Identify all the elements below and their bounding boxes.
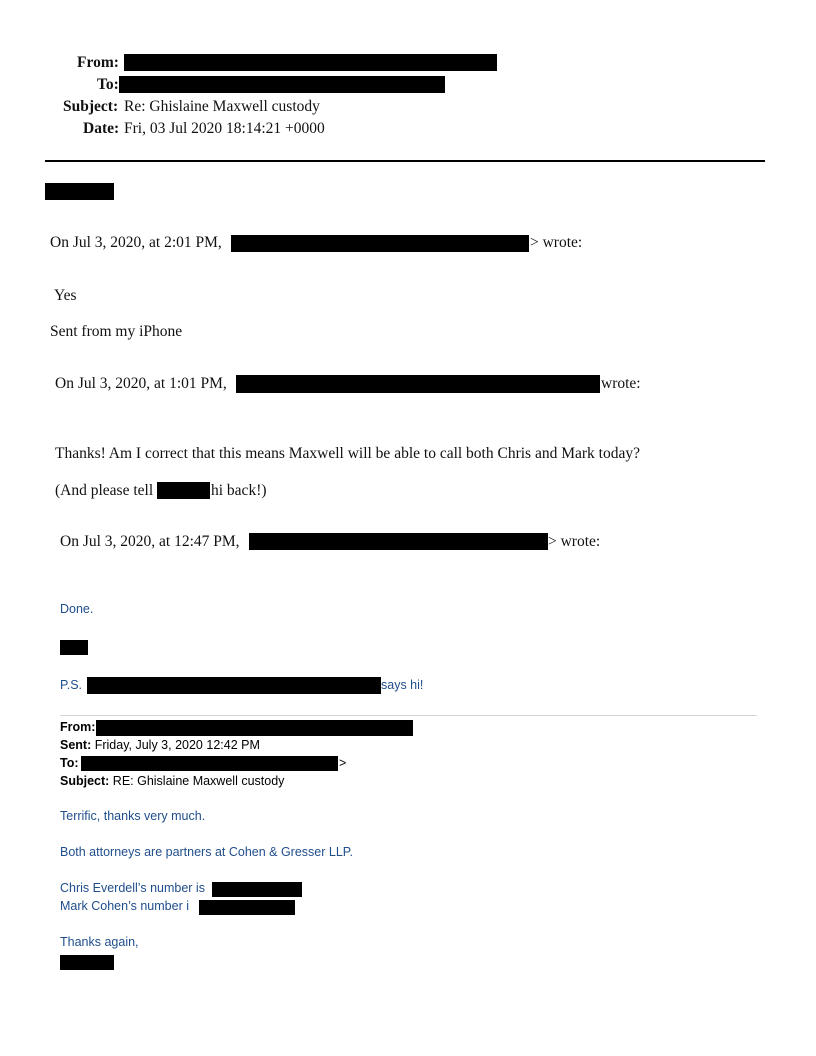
quote3-attribution-suffix: > wrote: — [548, 533, 601, 550]
header-date-label: Date: — [83, 120, 120, 137]
redacted-quote1-sender — [231, 235, 529, 252]
redacted-recipient — [119, 76, 445, 93]
message2-line1: Thanks! Am I correct that this means Maxwell will be able to call both Chris and Mark today? — [55, 445, 640, 462]
header-from-label: From: — [77, 54, 119, 71]
fwd-closing: Thanks again, — [60, 935, 139, 949]
signature-text: Sent from my iPhone — [50, 323, 183, 340]
quote2-attribution-suffix: wrote: — [601, 375, 641, 392]
redacted-signoff-name — [60, 955, 114, 970]
redacted-ps-name — [87, 677, 381, 694]
done-text: Done. — [60, 602, 94, 616]
forwarded-divider — [60, 715, 757, 716]
header-subject-label: Subject: — [63, 98, 119, 115]
redacted-fwd-sender — [96, 720, 413, 736]
header-to-row — [0, 75, 816, 95]
ps-prefix: P.S. — [60, 678, 83, 692]
fwd-sent-label: Sent: — [60, 738, 92, 752]
redacted-quote2-sender — [236, 375, 600, 393]
fwd-body-line2: Both attorneys are partners at Cohen & Gresser LLP. — [60, 845, 353, 859]
redacted-initials — [60, 640, 88, 655]
fwd-to-label: To: — [60, 756, 79, 770]
redacted-greeting — [45, 183, 114, 200]
fwd-subject-label: Subject: — [60, 774, 110, 788]
fwd-subject-value: RE: Ghislaine Maxwell custody — [112, 774, 285, 788]
fwd-body-line4: Mark Cohen’s number i — [60, 899, 189, 913]
reply1-text: Yes — [54, 287, 77, 304]
fwd-sent-row — [60, 738, 260, 752]
header-to-label: To: — [97, 76, 119, 93]
redacted-fwd-recipient — [81, 756, 338, 771]
header-divider — [45, 160, 765, 162]
header-date-value: Fri, 03 Jul 2020 18:14:21 +0000 — [124, 120, 325, 137]
redacted-phone-2 — [199, 900, 295, 915]
redacted-phone-1 — [212, 882, 302, 897]
fwd-body-line3: Chris Everdell’s number is — [60, 881, 205, 895]
quote3-attribution-prefix: On Jul 3, 2020, at 12:47 PM, — [60, 533, 240, 550]
redacted-quote3-sender — [249, 533, 548, 550]
quote2-attribution-prefix: On Jul 3, 2020, at 1:01 PM, — [55, 375, 227, 392]
header-from-row — [0, 53, 816, 73]
ps-suffix: says hi! — [381, 678, 424, 692]
fwd-subject-row — [60, 774, 284, 788]
fwd-sent-value: Friday, July 3, 2020 12:42 PM — [94, 738, 260, 752]
fwd-body-line1: Terrific, thanks very much. — [60, 809, 206, 823]
fwd-to-suffix: > — [339, 756, 347, 770]
quote1-attribution-prefix: On Jul 3, 2020, at 2:01 PM, — [50, 234, 222, 251]
header-subject-row — [0, 97, 816, 117]
header-date-row — [0, 119, 816, 139]
message2-line2-suffix: hi back!) — [211, 482, 267, 499]
header-subject-value: Re: Ghislaine Maxwell custody — [124, 98, 320, 115]
redacted-sender — [124, 54, 497, 71]
fwd-from-label: From: — [60, 720, 96, 734]
redacted-name-inline — [157, 482, 210, 499]
quote1-attribution-suffix: > wrote: — [530, 234, 583, 251]
message2-line2-prefix: (And please tell — [55, 482, 154, 499]
